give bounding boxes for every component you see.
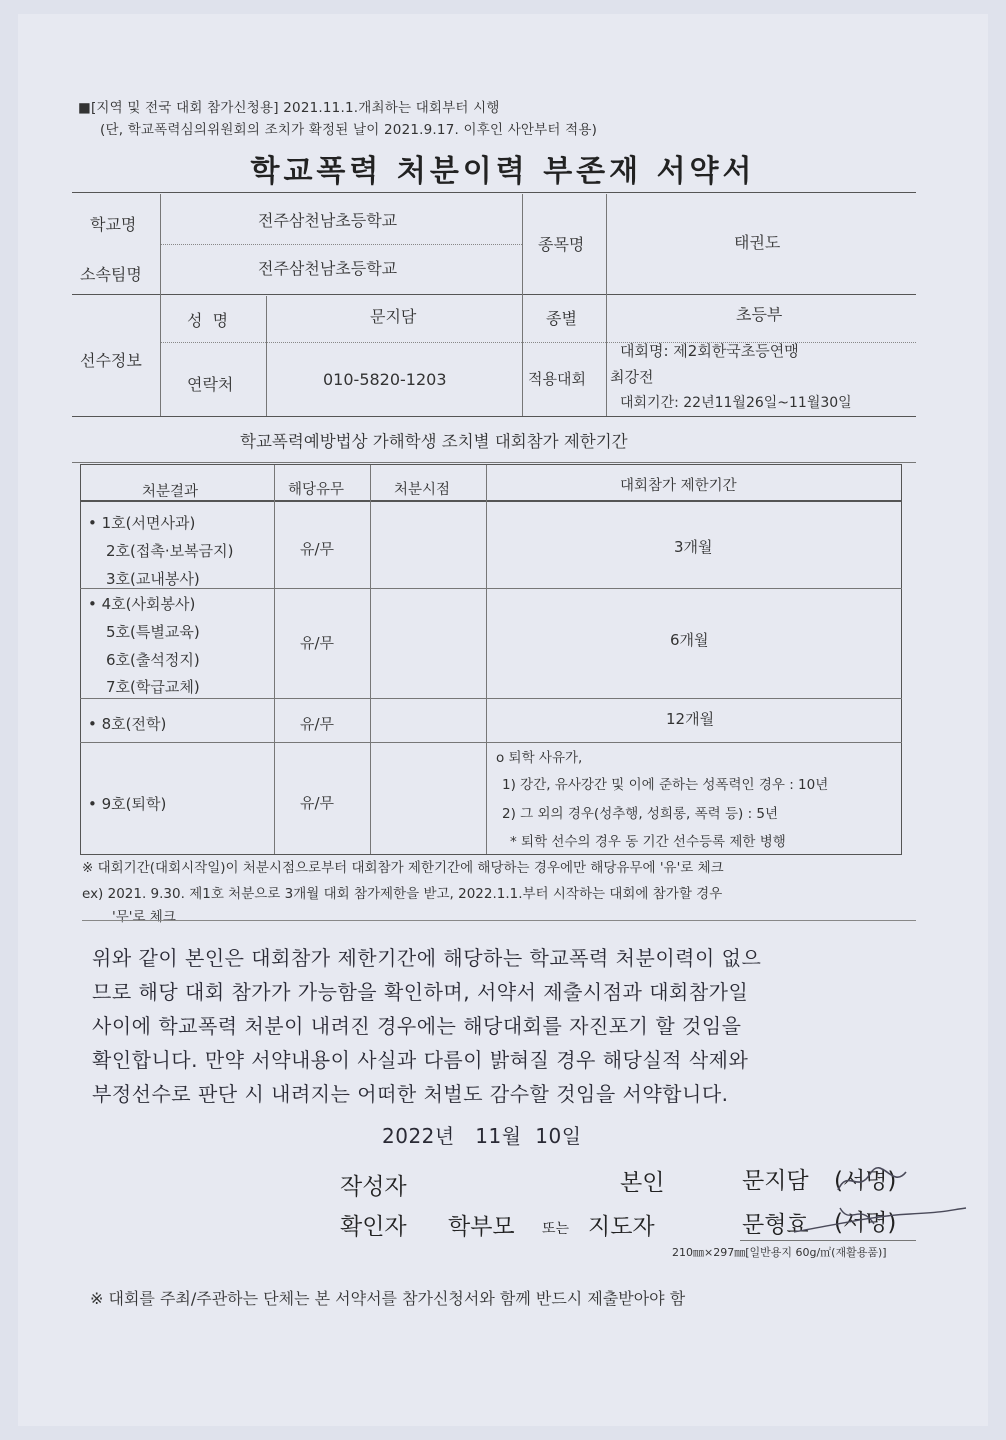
row3-period: 12개월 <box>666 710 715 728</box>
handwritten-signature-2 <box>790 1196 970 1246</box>
school-value: 전주삼천남초등학교 <box>258 211 398 230</box>
name-label: 성 명 <box>187 311 229 330</box>
row4-mark[interactable]: 유/무 <box>300 794 335 812</box>
row4-period-line4: * 퇴학 선수의 경우 동 기간 선수등록 제한 병행 <box>510 834 786 850</box>
school-label: 학교명 <box>90 215 137 234</box>
handwritten-signature-1 <box>830 1160 920 1200</box>
contact-value: 010-5820-1203 <box>323 370 447 389</box>
pledge-line-4: 확인합니다. 만약 서약내용이 사실과 다름이 밝혀질 경우 해당실적 삭제와 <box>92 1048 749 1072</box>
table-col-line-2 <box>370 465 371 854</box>
signature-mark-1: (서명) <box>834 1168 897 1194</box>
category-label: 종별 <box>546 309 577 328</box>
table-header-line <box>80 500 902 502</box>
info-col-line-4 <box>606 194 607 416</box>
competition-name-cont: 최강전 <box>610 368 654 386</box>
paper-spec: 210㎜×297㎜[일반용지 60g/㎡(재활용품)] <box>672 1246 887 1259</box>
footer-note: ※ 대회를 주최/주관하는 단체는 본 서약서를 참가신청서와 함께 반드시 제출받아야 함 <box>90 1289 686 1308</box>
notes-bottom-line <box>82 920 916 921</box>
event-value: 태권도 <box>734 233 781 252</box>
info-row-divider <box>160 244 522 245</box>
parent-label: 학부모 <box>448 1214 515 1240</box>
pledge-line-2: 므로 해당 대회 참가가 가능함을 확인하며, 서약서 제출시점과 대회참가일 <box>92 980 749 1004</box>
row4-period-line3: 2) 그 외의 경우(성추행, 성희롱, 폭력 등) : 5년 <box>502 806 779 822</box>
row3-item1: • 8호(전학) <box>88 715 167 733</box>
row1-mark[interactable]: 유/무 <box>300 540 335 558</box>
pledge-line-1: 위와 같이 본인은 대회참가 제한기간에 해당하는 학교폭력 처분이력이 없으 <box>92 946 762 970</box>
pledge-line-5: 부정선수로 판단 시 내려지는 어떠한 처벌도 감수할 것임을 서약합니다. <box>92 1082 729 1106</box>
note-3: '무'로 체크 <box>112 909 176 925</box>
name-value: 문지담 <box>370 307 417 326</box>
competition-name: 대회명: 제2회한국초등연맹 <box>620 342 799 360</box>
row1-period: 3개월 <box>674 538 713 556</box>
header-time: 처분시점 <box>394 482 451 498</box>
or-label: 또는 <box>542 1221 570 1237</box>
note-1: ※ 대회기간(대회시작일)이 처분시점으로부터 대회참가 제한기간에 해당하는 경우에만 해당유무에 '유'로 체크 <box>82 860 724 876</box>
restriction-title: 학교폭력예방법상 가해학생 조치별 대회참가 제한기간 <box>240 432 628 451</box>
note-2: ex) 2021. 9.30. 제1호 처분으로 3개월 대회 참가제한을 받고, 2022.1.1.부터 시작하는 대회에 참가할 경우 <box>82 886 723 902</box>
row4-period-line1: o 퇴학 사유가, <box>496 750 583 766</box>
info-col-line-3 <box>522 194 523 416</box>
player-info-label: 선수정보 <box>80 351 142 370</box>
writer-name: 문지담 <box>742 1168 809 1194</box>
table-row-line-3 <box>80 742 902 743</box>
notice-line-1: ■[지역 및 전국 대회 참가신청용] 2021.11.1.개최하는 대회부터 시행 <box>78 100 500 116</box>
competition-period: 대회기간: 22년11월26일~11월30일 <box>620 395 852 411</box>
table-row-line-1 <box>80 588 902 589</box>
signature-underline <box>740 1240 916 1241</box>
notice-line-2: (단, 학교폭력심의위원회의 조치가 확정된 날이 2021.9.17. 이후인 사안부터 적용) <box>100 122 598 138</box>
pledge-date: 2022년 11월 10일 <box>382 1124 582 1148</box>
info-table-top-line <box>72 192 916 193</box>
table-col-line-3 <box>486 465 487 854</box>
self-label: 본인 <box>620 1170 665 1196</box>
team-value: 전주삼천남초등학교 <box>258 259 398 278</box>
header-applicable: 해당유무 <box>288 482 345 498</box>
info-table-bottom-line <box>72 416 916 417</box>
writer-label: 작성자 <box>340 1174 407 1200</box>
header-result: 처분결과 <box>142 484 199 500</box>
row2-item3: 6호(출석정지) <box>106 651 200 669</box>
info-col-line-1 <box>160 194 161 416</box>
row2-period: 6개월 <box>670 631 709 649</box>
contact-label: 연락처 <box>187 375 234 394</box>
restriction-table <box>80 464 902 855</box>
row1-item1: • 1호(서면사과) <box>88 514 196 532</box>
signature-mark-2: (서명) <box>834 1210 897 1236</box>
row2-mark[interactable]: 유/무 <box>300 634 335 652</box>
table-col-line-1 <box>274 465 275 854</box>
row1-item2: 2호(접촉·보복금지) <box>106 542 234 560</box>
team-label: 소속팀명 <box>80 265 142 284</box>
applied-competition-label: 적용대회 <box>528 370 586 388</box>
row1-item3: 3호(교내봉사) <box>106 570 200 588</box>
confirmer-label: 확인자 <box>340 1214 407 1240</box>
info-col-line-2 <box>266 296 267 416</box>
restriction-top-line <box>72 462 916 463</box>
table-row-line-2 <box>80 698 902 699</box>
row4-period-line2: 1) 강간, 유사강간 및 이에 준하는 성폭력인 경우 : 10년 <box>502 777 829 793</box>
document-title: 학교폭력 처분이력 부존재 서약서 <box>250 154 756 189</box>
row2-item1: • 4호(사회봉사) <box>88 595 196 613</box>
confirmer-name: 문형효 <box>742 1212 809 1238</box>
pledge-line-3: 사이에 학교폭력 처분이 내려진 경우에는 해당대회를 자진포기 할 것임을 <box>92 1014 742 1038</box>
info-row-divider-2 <box>160 342 916 343</box>
header-period: 대회참가 제한기간 <box>620 478 737 494</box>
row3-mark[interactable]: 유/무 <box>300 715 335 733</box>
row4-item1: • 9호(퇴학) <box>88 795 167 813</box>
category-value: 초등부 <box>736 305 783 324</box>
row2-item2: 5호(특별교육) <box>106 623 200 641</box>
event-label: 종목명 <box>538 235 585 254</box>
row2-item4: 7호(학급교체) <box>106 678 200 696</box>
coach-label: 지도자 <box>588 1214 655 1240</box>
info-table-mid-line <box>72 294 916 295</box>
